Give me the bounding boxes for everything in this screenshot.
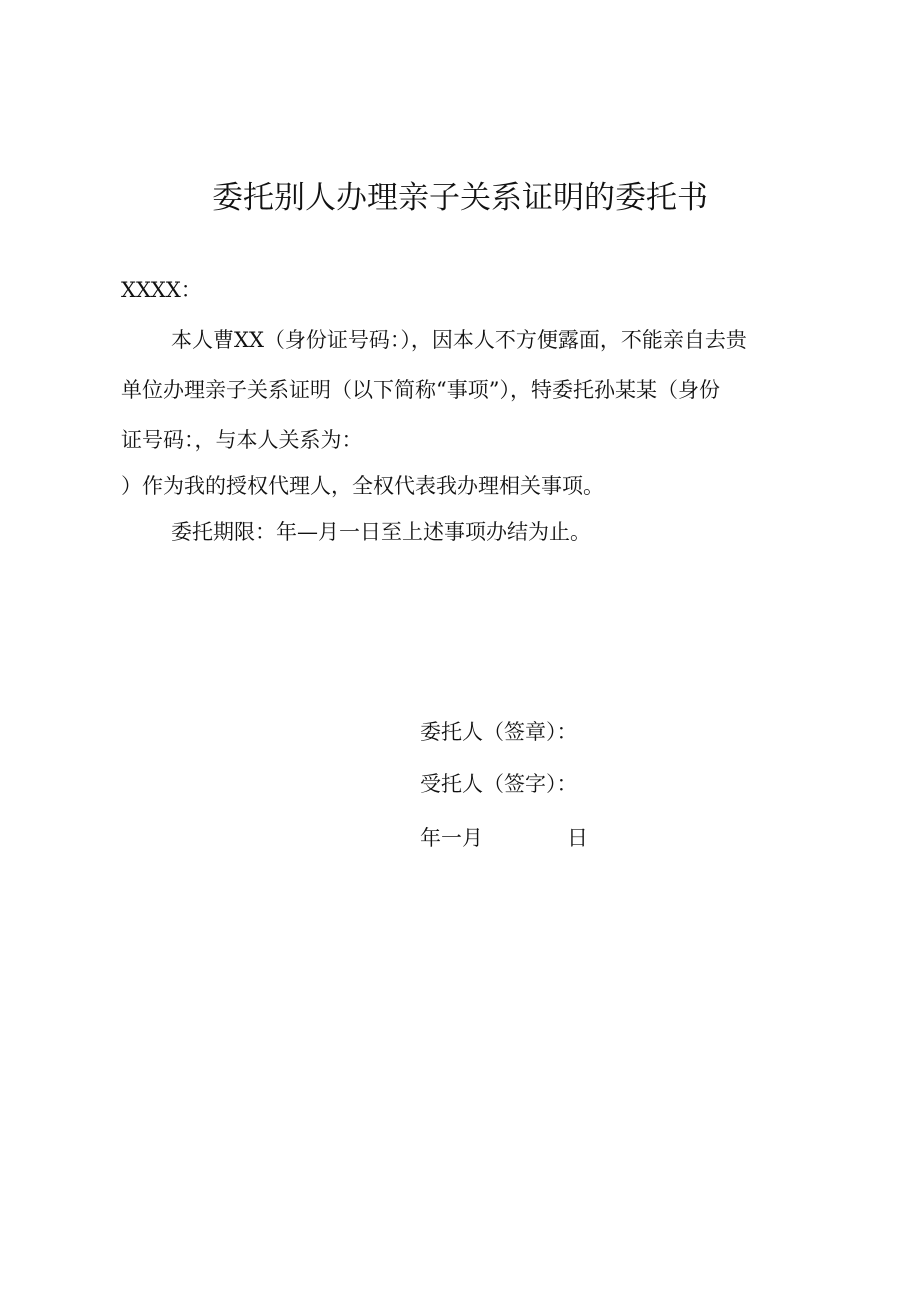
principal-signature-label: 委托人（签章）： — [420, 720, 578, 744]
body-line-4: ）作为我的授权代理人，全权代表我办理相关事项。 — [121, 474, 604, 498]
body-line-3: 证号码：，与本人关系为： — [121, 428, 363, 452]
date-prefix: 年一月 — [420, 826, 483, 850]
date-day: 日 — [567, 826, 588, 850]
agent-signature-label: 受托人（签字）： — [420, 772, 578, 796]
document-title: 委托别人办理亲子关系证明的委托书 — [212, 180, 708, 216]
term-line: 委托期限：年—月一日至上述事项办结为止。 — [171, 520, 591, 544]
body-line-1: 本人曹XX（身份证号码：），因本人不方便露面，不能亲自去贵 — [171, 328, 747, 352]
body-line-2: 单位办理亲子关系证明（以下简称“事项”），特委托孙某某（身份 — [121, 378, 720, 402]
salutation: XXXX： — [121, 278, 202, 302]
